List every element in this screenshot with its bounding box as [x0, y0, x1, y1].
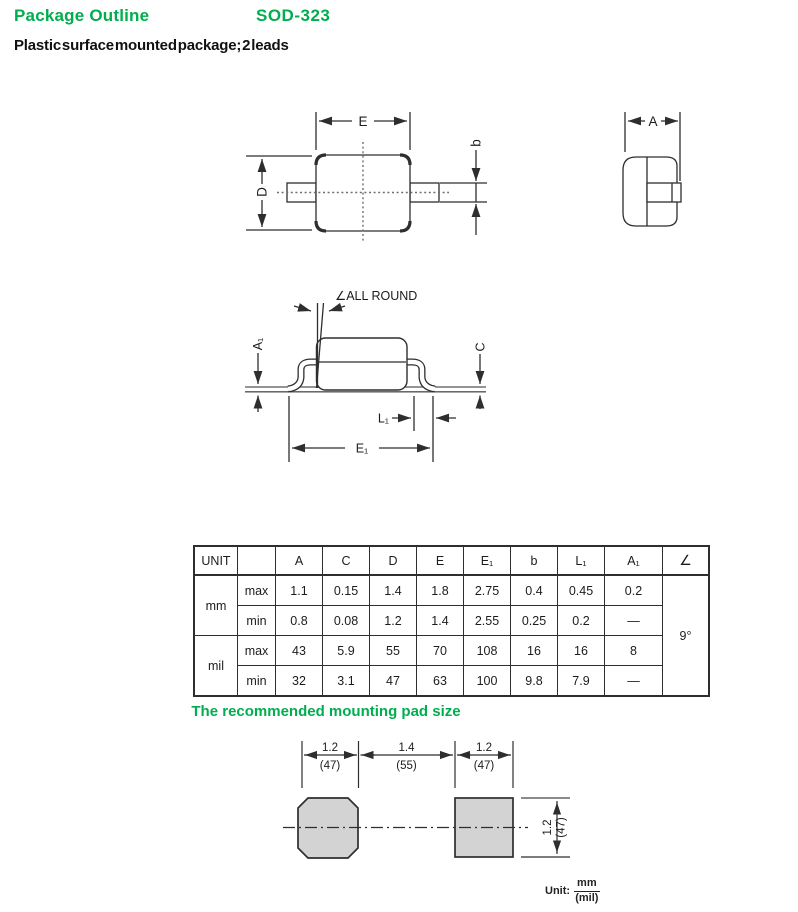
table-cell: 0.4: [511, 575, 558, 606]
table-header-cell: [238, 546, 276, 575]
dimension-l1: [378, 396, 456, 462]
table-cell: 63: [417, 666, 464, 697]
table-row-mm-min: [194, 606, 709, 636]
table-cell: 9.8: [511, 666, 558, 697]
limit-cell: min: [238, 606, 276, 636]
table-header-cell: E₁: [464, 546, 511, 575]
package-name: SOD-323: [256, 6, 331, 25]
lead-stub-side-view: [647, 183, 681, 202]
table-cell: 2.75: [464, 575, 511, 606]
table-cell: 108: [464, 636, 511, 666]
dimension-e: [316, 112, 410, 150]
dim-label-b: b: [468, 139, 484, 147]
package-body-front-view: [317, 338, 408, 390]
table-cell: 0.25: [511, 606, 558, 636]
pad-dim-left-mm: 1.2: [322, 742, 338, 754]
table-row-mil-min: [194, 666, 709, 697]
table-cell: 3.1: [323, 666, 370, 697]
dim-label-d: D: [254, 187, 270, 197]
unit-fraction: [574, 878, 600, 904]
table-cell: 0.8: [276, 606, 323, 636]
table-row-mil-max: [194, 636, 709, 666]
pad-dim-left: [304, 742, 357, 772]
dimension-c: [474, 342, 488, 409]
table-cell: 0.15: [323, 575, 370, 606]
limit-cell: min: [238, 666, 276, 697]
pad-dim-vert-mil: (47): [555, 817, 568, 838]
side-view-drawing: [623, 112, 681, 226]
dimension-e1: [289, 396, 430, 462]
table-cell: 0.2: [605, 575, 663, 606]
unit-label: Unit:: [545, 885, 571, 898]
table-header-cell: UNIT: [194, 546, 238, 575]
pad-dim-right-mm: 1.2: [476, 742, 492, 754]
unit-cell: mm: [194, 575, 238, 636]
dimension-a1: [251, 338, 265, 412]
table-header-cell: E: [417, 546, 464, 575]
table-cell: 2.55: [464, 606, 511, 636]
unit-denominator: (mil): [575, 891, 599, 904]
pad-dim-vert-mm: 1.2: [542, 819, 554, 836]
table-header-cell: A: [276, 546, 323, 575]
table-cell: 1.2: [370, 606, 417, 636]
mounting-pad-heading-text: The recommended mounting pad size: [191, 703, 461, 720]
table-header-row: [194, 546, 709, 575]
all-round-label: ∠ALL ROUND: [335, 289, 418, 303]
table-cell: 100: [464, 666, 511, 697]
table-header-cell: A₁: [605, 546, 663, 575]
table-cell: 70: [417, 636, 464, 666]
table-cell: 0.08: [323, 606, 370, 636]
table-header-cell: ∠: [663, 546, 710, 575]
package-dimensions-table: [193, 545, 710, 697]
table-header-cell: D: [370, 546, 417, 575]
table-cell: 8: [605, 636, 663, 666]
top-view-drawing: [246, 112, 487, 243]
table-cell: 32: [276, 666, 323, 697]
unit-note: [545, 878, 600, 904]
page-title: Package Outline: [14, 6, 150, 25]
table-cell: 47: [370, 666, 417, 697]
table-cell: 55: [370, 636, 417, 666]
pad-dim-left-mil: (47): [319, 760, 341, 772]
angle-value-cell: 9°: [663, 575, 710, 696]
dim-label-l1: L₁: [377, 411, 389, 426]
pad-dim-center: [361, 742, 454, 772]
dim-label-c: C: [473, 342, 488, 352]
table-cell: —: [605, 606, 663, 636]
pad-dim-center-mil: (55): [396, 760, 417, 772]
dim-label-e1: E₁: [355, 441, 369, 456]
table-cell: 5.9: [323, 636, 370, 666]
pad-dim-center-mm: 1.4: [398, 742, 415, 754]
table-cell: 43: [276, 636, 323, 666]
unit-numerator: mm: [574, 878, 600, 892]
table-cell: —: [605, 666, 663, 697]
dim-label-e: E: [358, 114, 368, 129]
table-cell: 7.9: [558, 666, 605, 697]
table-cell: 1.1: [276, 575, 323, 606]
mounting-pad-drawing: [283, 741, 570, 858]
package-subtitle: Plastic surface mounted package; 2 leads: [14, 37, 289, 54]
limit-cell: max: [238, 636, 276, 666]
front-view-drawing: [245, 289, 488, 462]
table-header-cell: L₁: [558, 546, 605, 575]
dim-label-a: A: [648, 114, 658, 129]
pad-dim-right-mil: (47): [473, 760, 495, 772]
table-row-mm-max: [194, 575, 709, 606]
pad-dim-right: [457, 742, 511, 772]
table-cell: 1.8: [417, 575, 464, 606]
dim-label-a1: A₁: [251, 337, 265, 351]
table-cell: 1.4: [370, 575, 417, 606]
table-header-cell: C: [323, 546, 370, 575]
dimension-b: [440, 139, 487, 235]
table-cell: 1.4: [417, 606, 464, 636]
pad-dim-vertical: [521, 798, 570, 857]
table-header-cell: b: [511, 546, 558, 575]
limit-cell: max: [238, 575, 276, 606]
table-cell: 0.45: [558, 575, 605, 606]
table-cell: 16: [558, 636, 605, 666]
table-cell: 0.2: [558, 606, 605, 636]
table-cell: 16: [511, 636, 558, 666]
mounting-pad-heading: [0, 703, 798, 720]
unit-cell: mil: [194, 636, 238, 697]
